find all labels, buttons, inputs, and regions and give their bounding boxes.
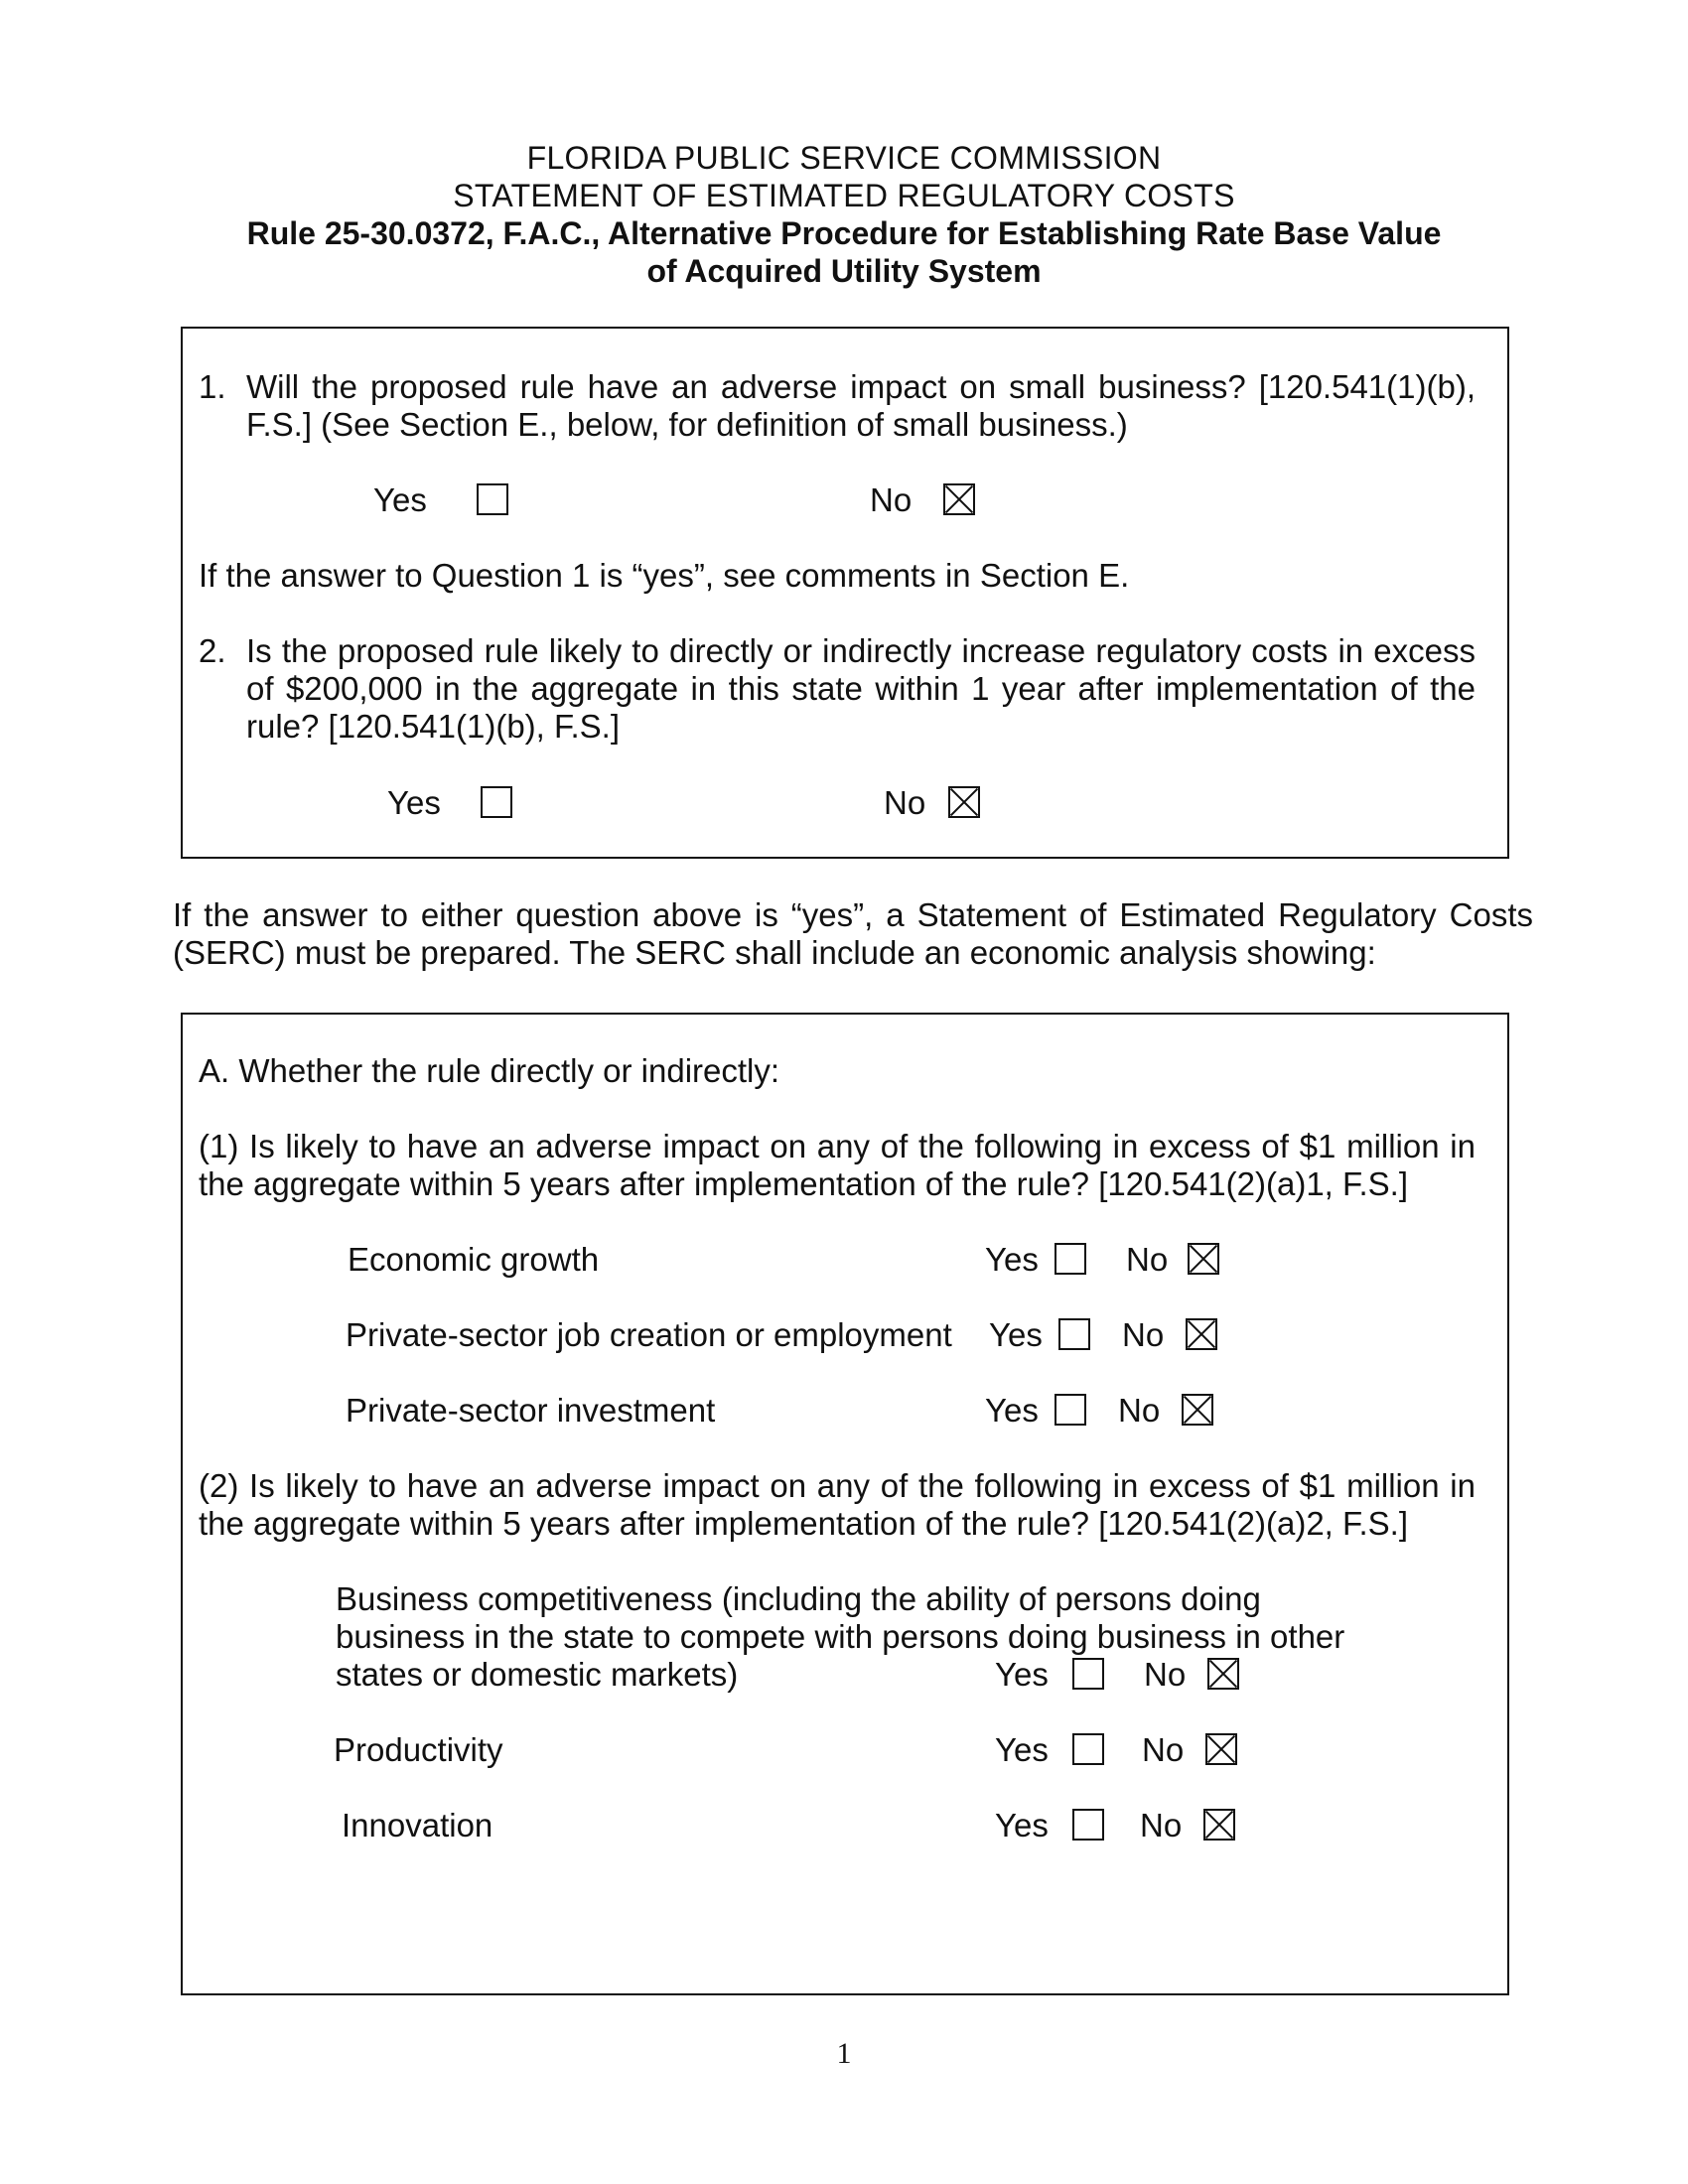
innovation-no-checkbox[interactable] bbox=[1203, 1809, 1235, 1841]
productivity-no-checkbox[interactable] bbox=[1205, 1733, 1237, 1765]
question-1-number: 1. bbox=[199, 368, 226, 405]
competitiveness-no-checkbox[interactable] bbox=[1207, 1658, 1239, 1690]
question-1-yes-checkbox[interactable] bbox=[477, 483, 508, 515]
private-investment-no-checkbox[interactable] bbox=[1182, 1394, 1213, 1426]
economic-growth-label: Economic growth bbox=[348, 1241, 600, 1278]
question-2-number: 2. bbox=[199, 632, 226, 669]
rule-title-line2: of Acquired Utility System bbox=[646, 253, 1042, 289]
innovation-no-label: No bbox=[1140, 1807, 1183, 1843]
competitiveness-no-label: No bbox=[1144, 1656, 1187, 1693]
productivity-yes-checkbox[interactable] bbox=[1072, 1733, 1104, 1765]
question-2-yes-label: Yes bbox=[387, 784, 441, 821]
private-investment-yes-checkbox[interactable] bbox=[1055, 1394, 1086, 1426]
question-1-no-label: No bbox=[870, 481, 913, 518]
part-2-line1: (2) Is likely to have an adverse impact on any of the following in excess of $1 million in bbox=[199, 1467, 1476, 1504]
agency-title: FLORIDA PUBLIC SERVICE COMMISSION bbox=[526, 140, 1162, 176]
productivity-label: Productivity bbox=[334, 1731, 503, 1768]
productivity-yes-label: Yes bbox=[995, 1731, 1049, 1768]
statement-title: STATEMENT OF ESTIMATED REGULATORY COSTS bbox=[453, 178, 1235, 213]
job-creation-yes-label: Yes bbox=[989, 1316, 1043, 1353]
job-creation-no-checkbox[interactable] bbox=[1186, 1318, 1217, 1350]
question-2-no-checkbox[interactable] bbox=[948, 786, 980, 818]
question-2-no-label: No bbox=[884, 784, 926, 821]
question-1-line2: F.S.] (See Section E., below, for definition of small business.) bbox=[246, 406, 1128, 443]
economic-growth-yes-checkbox[interactable] bbox=[1055, 1243, 1086, 1275]
serc-line1: If the answer to either question above is “yes”, a Statement of Estimated Regulatory Costs bbox=[173, 896, 1533, 933]
economic-growth-no-checkbox[interactable] bbox=[1188, 1243, 1219, 1275]
question-2-yes-checkbox[interactable] bbox=[481, 786, 512, 818]
productivity-no-label: No bbox=[1142, 1731, 1185, 1768]
questions-box bbox=[181, 327, 1509, 859]
competitiveness-label-line1: Business competitiveness (including the ability of persons doing bbox=[336, 1580, 1261, 1617]
serc-paragraph bbox=[173, 896, 1533, 934]
competitiveness-label-line2: business in the state to compete with persons doing business in other bbox=[336, 1618, 1345, 1655]
part-1-line2: the aggregate within 5 years after implementation of the rule? [120.541(2)(a)1, F.S.] bbox=[199, 1165, 1409, 1202]
economic-growth-yes-label: Yes bbox=[985, 1241, 1039, 1278]
private-investment-yes-label: Yes bbox=[985, 1392, 1039, 1429]
part-2-line2: the aggregate within 5 years after implementation of the rule? [120.541(2)(a)2, F.S.] bbox=[199, 1505, 1409, 1542]
question-1-no-checkbox[interactable] bbox=[943, 483, 975, 515]
job-creation-no-label: No bbox=[1122, 1316, 1165, 1353]
job-creation-label: Private-sector job creation or employment bbox=[346, 1316, 952, 1353]
question-1-yes-label: Yes bbox=[373, 481, 427, 518]
job-creation-yes-checkbox[interactable] bbox=[1058, 1318, 1090, 1350]
document-header bbox=[0, 139, 1688, 290]
question-2-line1: Is the proposed rule likely to directly or indirectly increase regulatory costs in excess bbox=[246, 632, 1476, 669]
rule-title-line1: Rule 25-30.0372, F.A.C., Alternative Procedure for Establishing Rate Base Value bbox=[246, 215, 1442, 251]
part-1-line1: (1) Is likely to have an adverse impact on any of the following in excess of $1 million in bbox=[199, 1128, 1476, 1164]
competitiveness-yes-label: Yes bbox=[995, 1656, 1049, 1693]
private-investment-label: Private-sector investment bbox=[346, 1392, 716, 1429]
section-a-box bbox=[181, 1013, 1509, 1995]
innovation-label: Innovation bbox=[342, 1807, 493, 1843]
competitiveness-label-line3: states or domestic markets) bbox=[336, 1656, 739, 1693]
private-investment-no-label: No bbox=[1118, 1392, 1161, 1429]
serc-line2: (SERC) must be prepared. The SERC shall include an economic analysis showing: bbox=[173, 934, 1376, 971]
question-1-line1: Will the proposed rule have an adverse impact on small business? [120.541(1)(b), bbox=[246, 368, 1476, 405]
page-number: 1 bbox=[836, 2037, 852, 2070]
section-a-heading: A. Whether the rule directly or indirectly: bbox=[199, 1052, 780, 1089]
question-2-line3: rule? [120.541(1)(b), F.S.] bbox=[246, 708, 621, 745]
section-e-note: If the answer to Question 1 is “yes”, see comments in Section E. bbox=[199, 557, 1130, 594]
innovation-yes-checkbox[interactable] bbox=[1072, 1809, 1104, 1841]
innovation-yes-label: Yes bbox=[995, 1807, 1049, 1843]
question-2-line2: of $200,000 in the aggregate in this state within 1 year after implementation of the bbox=[246, 670, 1476, 707]
competitiveness-yes-checkbox[interactable] bbox=[1072, 1658, 1104, 1690]
economic-growth-no-label: No bbox=[1126, 1241, 1169, 1278]
